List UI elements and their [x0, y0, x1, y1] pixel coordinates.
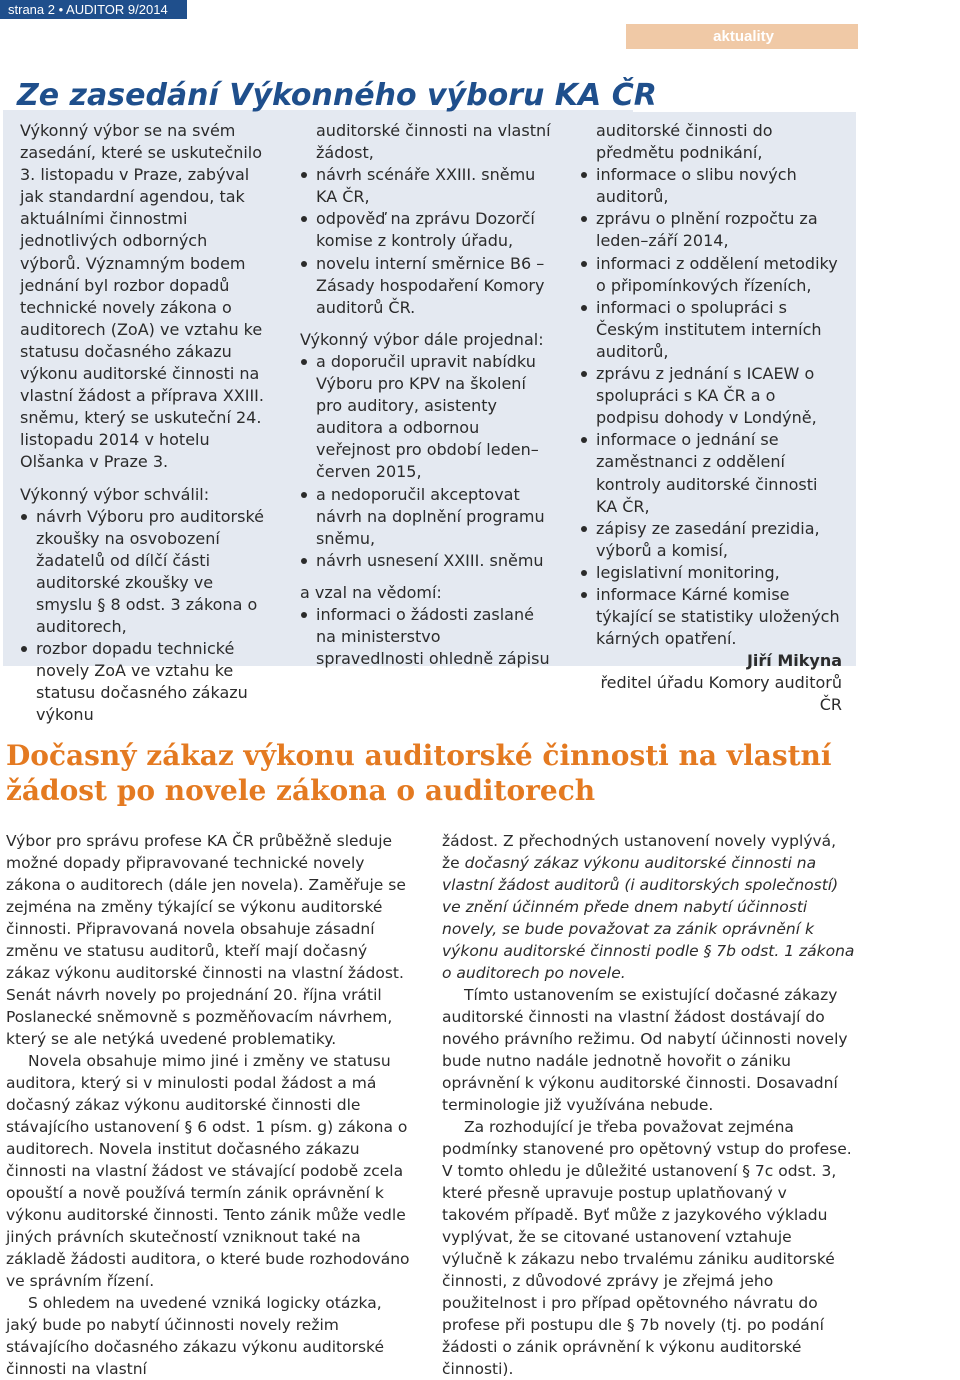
list-item: návrh usnesení XXIII. sněmu: [300, 550, 552, 572]
discussed-list: [300, 351, 552, 572]
list-item: návrh scénáře XXIII. sněmu KA ČR,: [300, 164, 552, 208]
list-item: informace Kárné komise týkající se statistiky uložených kárných opatření.: [580, 584, 842, 650]
page-header: strana 2 • AUDITOR 9/2014: [8, 2, 168, 17]
list-item: informace o slibu nových auditorů,: [580, 164, 842, 208]
list-item: zprávu o plnění rozpočtu za leden–září 2014,: [580, 208, 842, 252]
emphasized-term: jednotně: [593, 1052, 662, 1070]
article1-col1: [20, 120, 270, 727]
signature-role: ředitel úřadu Komory auditorů ČR: [600, 673, 842, 715]
article1-title: Ze zasedání Výkonného výboru KA ČR: [17, 78, 657, 113]
list-item: a doporučil upravit nabídku Výboru pro KPV na školení pro auditory, asistenty auditora a odbornou veřejnost pro období leden–červen 2015,: [300, 351, 552, 484]
article2-paragraph: Tímto ustanovením se existující dočasné zákazy auditorské činnosti na vlastní žádost dostávají do nového právního režimu. Od nabytí účinnosti novely bude nutno nadále jednotně hovořit o zániku oprávnění k výkonu auditorské činnosti. Dosavadní terminologie již využívána nebude.: [442, 986, 848, 1114]
approved-list-cont: [300, 164, 552, 319]
article2-paragraph: Výbor pro správu profese KA ČR průběžně sleduje možné dopady připravované technické novely zákona o auditorech (dále jen novela). Zaměřuje se zejména na změny týkající se výkonu auditorské činnosti. Připravovaná novela obsahuje zásadní změnu ve statusu auditorů, kteří mají dočasný zákaz výkonu auditorské činnosti na vlastní žádost. Senát návrh novely po projednání 20. října vrátil Poslanecké sněmovně s pozměňovacím návrhem, který se ale netýká uvedené problematiky.: [6, 832, 406, 1048]
noted-list: [300, 604, 552, 670]
list-item: zápisy ze zasedání prezidia, výborů a komisí,: [580, 518, 842, 562]
article1-col3: [580, 120, 842, 717]
approved-list: [20, 506, 270, 727]
section-tag: aktuality: [626, 24, 858, 49]
emphasized-term: zánik oprávnění k výkonu auditorské činnosti: [6, 1184, 384, 1224]
list-item: informaci o žádosti zaslané na ministerstvo spravedlnosti ohledně zápisu: [300, 604, 552, 670]
list-item: informaci z oddělení metodiky o připomínkových řízeních,: [580, 253, 842, 297]
emphasized-term: zánik oprávnění k výkonu auditorské činnosti: [442, 920, 814, 960]
article2-left-col: [6, 830, 416, 1380]
article2-right-col: [442, 830, 856, 1380]
list-item: zprávu z jednání s ICAEW o spolupráci s KA ČR a o podpisu dohody v Londýně,: [580, 363, 842, 429]
approved-heading: Výkonný výbor schválil:: [20, 484, 210, 504]
list-item: novelu interní směrnice B6 – Zásady hospodaření Komory auditorů ČR.: [300, 253, 552, 319]
list-item: legislativní monitoring,: [580, 562, 842, 584]
list-item: a nedoporučil akceptovat návrh na doplnění programu sněmu,: [300, 484, 552, 550]
approved-continuation: auditorské činnosti na vlastní žádost,: [316, 121, 551, 163]
signature-name: Jiří Mikyna: [746, 651, 842, 671]
article1-box-notch: [633, 74, 960, 112]
article2-title: Dočasný zákaz výkonu auditorské činnosti na vlastní žádost po novele zákona o auditorech: [6, 739, 832, 807]
article2-paragraph: Novela obsahuje mimo jiné i změny ve statusu auditora, který si v minulosti podal žádost a má dočasný zákaz výkonu auditorské činnosti dle stávajícího ustanovení § 6 odst. 1 písm. g) zákona o auditorech. Novela institut dočasného zákazu činnosti na vlastní žádost ve stávající podobě zcela opouští a nově používá termín zánik oprávnění k výkonu auditorské činnosti. Tento zánik může vedle jiných právních skutečností vzniknout také na základě žádosti auditora, o které bude rozhodováno ve správním řízení.: [6, 1052, 410, 1290]
list-item: návrh Výboru pro auditorské zkoušky na osvobození žadatelů od dílčí části auditorské zkoušky ve smyslu § 8 odst. 3 zákona o auditorech,: [20, 506, 270, 639]
article2-paragraph: Za rozhodující je třeba považovat zejména podmínky stanovené pro opětovný vstup do profese. V tomto ohledu je důležité ustanovení § 7c odst. 3, které přesně upravuje postup uplatňovaný v takovém případě. Byť může z jazykového výkladu vyplývat, že se citované ustanovení vztahuje výlučně k zákazu nebo trvalému zániku auditorské činnosti, z důvodové zprávy je zřejmá jeho použitelnost i pro případ opětovného návratu do profese při postupu dle § 7b novely (tj. po podání žádosti o zánik oprávnění k výkonu auditorské činnosti).: [442, 1118, 852, 1378]
noted-heading: a vzal na vědomí:: [300, 582, 442, 602]
list-item: informace o jednání se zaměstnanci z oddělení kontroly auditorské činnosti KA ČR,: [580, 429, 842, 517]
list-item: odpověď na zprávu Dozorčí komise z kontroly úřadu,: [300, 208, 552, 252]
article2-paragraph: S ohledem na uvedené vzniká logicky otázka, jaký bude po nabytí účinnosti novely režim stávajícího dočasného zákazu výkonu auditorské činnosti na vlastní: [6, 1294, 384, 1378]
article1-intro: Výkonný výbor se na svém zasedání, které se uskutečnilo 3. listopadu v Praze, zabýval jak standardní agendou, tak aktuálními činnostmi jednotlivých odborných výborů. Významným bodem jednání byl rozbor dopadů technické novely zákona o auditorech (ZoA) ve vztahu ke statusu dočasného zákazu výkonu auditorské činnosti na vlastní žádost a příprava XXIII. sněmu, který se uskuteční 24. listopadu 2014 v hotelu Olšanka v Praze 3.: [20, 121, 264, 472]
discussed-heading: Výkonný výbor dále projednal:: [300, 329, 544, 349]
list-item: informaci o spolupráci s Českým institutem interních auditorů,: [580, 297, 842, 363]
article2-paragraph: žádost. Z přechodných ustanovení novely vyplývá, že dočasný zákaz výkonu auditorské činnosti na vlastní žádost auditorů (i auditorských společností) ve znění účinném přede dnem nabytí účinnosti novely, se bude považovat za zánik oprávnění k výkonu auditorské činnosti podle § 7b odst. 1 zákona o auditorech po novele.: [442, 832, 855, 982]
list-item: rozbor dopadu technické novely ZoA ve vztahu ke statusu dočasného zákazu výkonu: [20, 638, 270, 726]
noted-list-cont: [580, 164, 842, 650]
noted-continuation: auditorské činnosti do předmětu podnikání,: [596, 121, 773, 163]
article1-col2: [300, 120, 552, 670]
